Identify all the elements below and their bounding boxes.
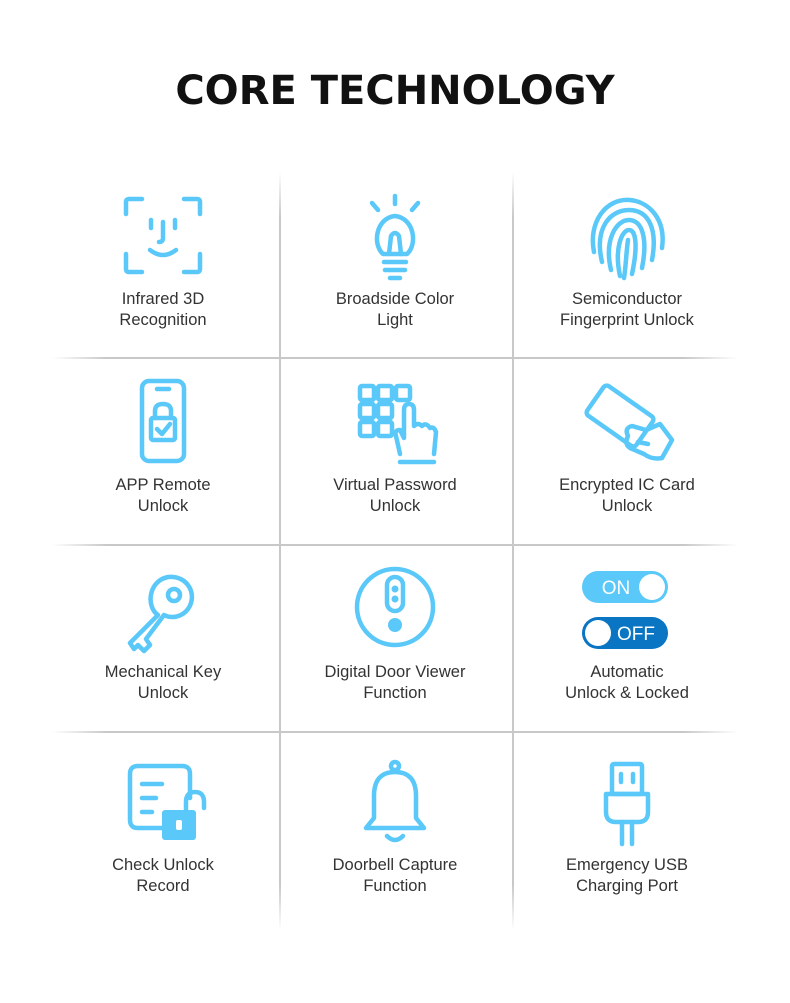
feature-label-line1: Broadside Color [335,290,455,308]
feature-label-line2: Fingerprint Unlock [560,311,694,329]
feature-label-line1: Emergency USB [566,856,688,874]
feature-label-line2: Unlock [601,497,653,515]
feature-label [512,662,742,704]
ic-card-icon [582,378,672,468]
feature-label [48,289,278,331]
feature-digital-door-viewer-function [280,545,510,730]
page-title: CORE TECHNOLOGY [175,68,615,114]
feature-label [512,289,742,331]
feature-label-line1: Infrared 3D [121,290,205,308]
feature-label-line2: Function [363,684,427,702]
face-recognition-icon [118,192,208,282]
feature-infrared-3d-recognition [48,172,278,357]
feature-label [512,855,742,897]
feature-label [48,662,278,704]
feature-label [280,662,510,704]
feature-label-line2: Function [363,877,427,895]
feature-label-line1: Doorbell Capture [332,856,458,874]
feature-label-line2: Record [136,877,190,895]
toggle-off-label: OFF [617,624,655,645]
phone-lock-icon [118,378,208,468]
feature-label-line2: Unlock [137,684,189,702]
feature-label [280,289,510,331]
feature-label-line1: Mechanical Key [104,663,222,681]
feature-emergency-usb-charging-port [512,738,742,923]
feature-label-line2: Unlock [369,497,421,515]
unlock-record-icon [118,758,208,848]
on-off-toggle-icon [582,565,672,655]
keypad-icon [350,378,440,468]
light-bulb-icon [350,192,440,282]
feature-app-remote-unlock [48,358,278,543]
door-viewer-icon [350,565,440,655]
feature-virtual-password-unlock [280,358,510,543]
feature-label-line2: Unlock & Locked [565,684,689,702]
feature-label-line2: Unlock [137,497,189,515]
feature-label-line1: Virtual Password [333,476,457,494]
feature-label-line1: APP Remote [115,476,211,494]
feature-doorbell-capture-function [280,738,510,923]
fingerprint-icon [582,192,672,282]
feature-label [280,475,510,517]
feature-encrypted-ic-card-unlock [512,358,742,543]
feature-label-line1: Digital Door Viewer [324,663,466,681]
feature-mechanical-key-unlock [48,545,278,730]
feature-label-line1: Check Unlock [112,856,214,874]
feature-label [512,475,742,517]
feature-label-line2: Recognition [119,311,207,329]
grid-divider-horizontal-3 [52,731,738,733]
feature-label-line1: Encrypted IC Card [559,476,695,494]
feature-label-line1: Semiconductor [571,290,683,308]
toggle-on-label: ON [601,578,631,599]
doorbell-icon [350,758,440,848]
feature-label [48,475,278,517]
feature-semiconductor-fingerprint-unlock [512,172,742,357]
feature-label-line1: Automatic [590,663,664,681]
feature-broadside-color-light [280,172,510,357]
feature-automatic-unlock-locked [512,545,742,730]
feature-check-unlock-record [48,738,278,923]
usb-plug-icon [582,758,672,848]
feature-label [48,855,278,897]
key-icon [118,565,208,655]
feature-label-line2: Charging Port [576,877,678,895]
feature-label-line2: Light [377,311,413,329]
feature-label [280,855,510,897]
